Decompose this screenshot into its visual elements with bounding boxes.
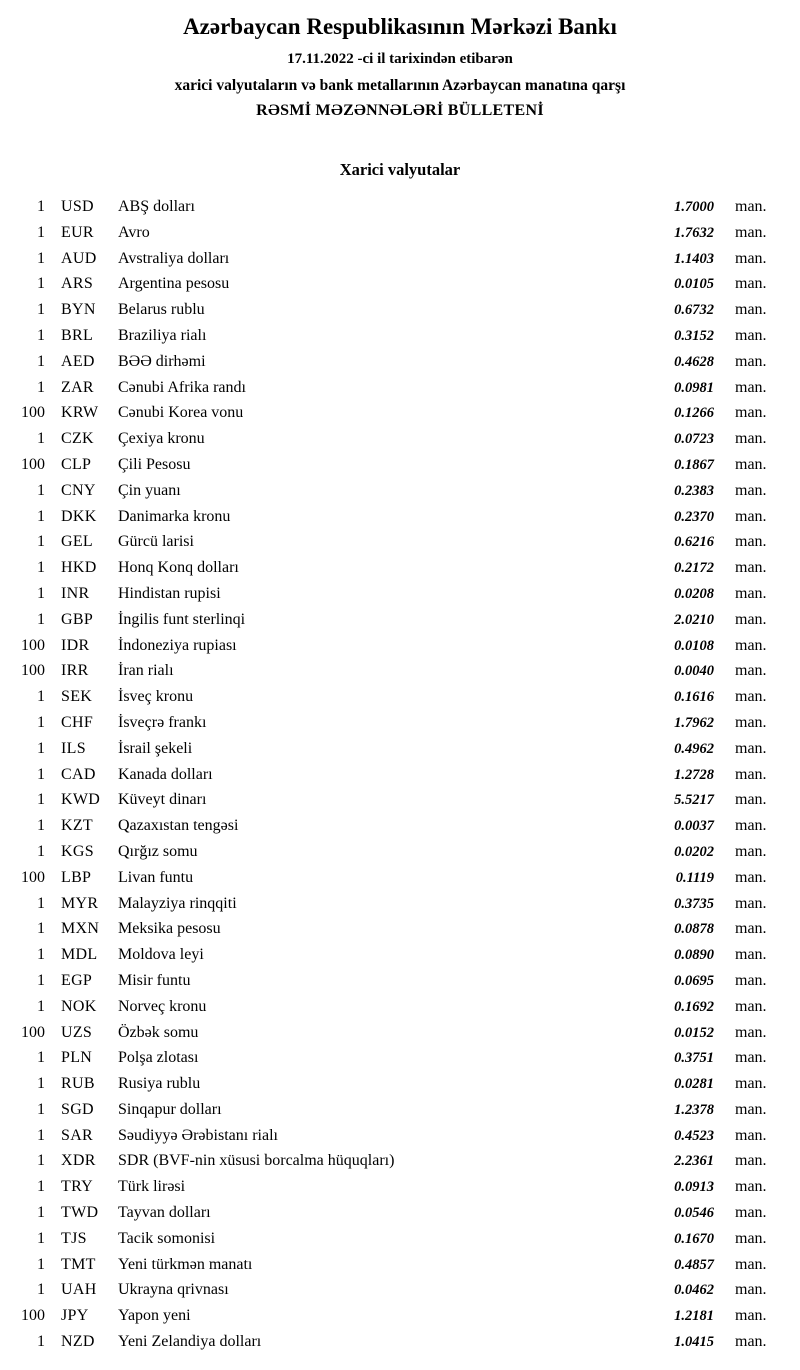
currency-code: KGS [61, 842, 94, 860]
unit-label: man. [735, 1023, 767, 1041]
currency-name: Rusiya rublu [118, 1075, 201, 1093]
rate-value: 0.4523 [674, 1127, 714, 1144]
table-row [0, 452, 777, 478]
table-row [0, 323, 777, 349]
unit-label: man. [735, 1075, 767, 1093]
rate-value: 0.1670 [674, 1230, 714, 1247]
currency-name: İran rialı [118, 662, 174, 680]
currency-name: Cənubi Korea vonu [118, 404, 244, 422]
bulletin-title: RƏSMİ MƏZƏNNƏLƏRİ BÜLLETENİ [256, 102, 544, 119]
currency-code: MYR [61, 894, 99, 912]
currency-code: CNY [61, 481, 96, 499]
currency-name: Qırğız somu [118, 842, 198, 860]
quantity: 100 [21, 404, 45, 422]
bank-name: Azərbaycan Respublikasının Mərkəzi Bankı [183, 14, 617, 39]
rate-value: 1.2728 [674, 766, 714, 783]
table-row [0, 607, 777, 633]
quantity: 1 [37, 739, 45, 757]
unit-label: man. [735, 378, 767, 396]
table-row [0, 246, 777, 272]
currency-name: Yeni türkmən manatı [118, 1255, 253, 1273]
currency-code: AED [61, 352, 95, 370]
currency-code: NZD [61, 1333, 95, 1351]
quantity: 1 [37, 1281, 45, 1299]
quantity: 1 [37, 1075, 45, 1093]
rate-value: 0.1616 [674, 689, 714, 706]
rate-value: 1.1403 [674, 250, 714, 267]
currency-code: TMT [61, 1255, 96, 1273]
table-row [0, 400, 777, 426]
quantity: 100 [21, 455, 45, 473]
currency-name: Argentina pesosu [118, 275, 230, 293]
rate-value: 0.1119 [675, 869, 714, 886]
bulletin-subtitle: xarici valyutaların və bank metallarının Azərbaycan manatına qarşı [174, 77, 626, 94]
table-row [0, 271, 777, 297]
currency-code: AUD [61, 249, 97, 267]
currency-code: EUR [61, 223, 94, 241]
currency-name: Hindistan rupisi [118, 584, 221, 602]
quantity: 100 [21, 1023, 45, 1041]
unit-label: man. [735, 894, 767, 912]
unit-label: man. [735, 249, 767, 267]
rate-value: 5.5217 [674, 792, 714, 809]
currency-name: Cənubi Afrika randı [118, 378, 246, 396]
quantity: 1 [37, 378, 45, 396]
currency-code: CHF [61, 713, 94, 731]
currency-name: Yapon yeni [118, 1307, 191, 1325]
table-row [0, 194, 777, 220]
currency-code: MDL [61, 946, 98, 964]
table-row [0, 1020, 777, 1046]
currency-code: GEL [61, 533, 94, 551]
bulletin-header [0, 14, 800, 120]
rate-value: 0.0037 [674, 818, 714, 835]
quantity: 1 [37, 481, 45, 499]
currency-code: ILS [61, 739, 86, 757]
currency-code: CZK [61, 430, 94, 448]
currency-name: Moldova leyi [118, 946, 204, 964]
currency-name: Ukrayna qrivnası [118, 1281, 229, 1299]
rate-value: 1.7000 [674, 199, 714, 215]
unit-label: man. [735, 1333, 767, 1351]
table-row [0, 916, 777, 942]
unit-label: man. [735, 971, 767, 989]
currency-name: Meksika pesosu [118, 920, 221, 938]
unit-label: man. [735, 1281, 767, 1299]
quantity: 1 [37, 1152, 45, 1170]
quantity: 1 [37, 352, 45, 370]
currency-name: Sinqapur dolları [118, 1100, 222, 1118]
unit-label: man. [735, 920, 767, 938]
unit-label: man. [735, 1126, 767, 1144]
currency-code: TRY [61, 1178, 94, 1196]
currency-code: GBP [61, 610, 94, 628]
unit-label: man. [735, 791, 767, 809]
currency-code: EGP [61, 971, 93, 989]
quantity: 1 [37, 533, 45, 551]
currency-code: SEK [61, 688, 93, 706]
currency-name: Yeni Zelandiya dolları [118, 1333, 262, 1351]
rate-value: 0.0105 [674, 276, 714, 293]
rate-value: 0.0890 [674, 947, 714, 964]
currency-name: Norveç kronu [118, 997, 207, 1015]
quantity: 1 [37, 507, 45, 525]
rate-value: 2.2361 [674, 1153, 714, 1170]
unit-label: man. [735, 352, 767, 370]
currency-code: KZT [61, 817, 94, 835]
rate-value: 0.4628 [674, 353, 714, 370]
rate-value: 0.0546 [674, 1205, 714, 1222]
quantity: 1 [37, 1255, 45, 1273]
unit-label: man. [735, 1178, 767, 1196]
currency-name: ABŞ dolları [118, 198, 195, 215]
quantity: 1 [37, 946, 45, 964]
quantity: 1 [37, 920, 45, 938]
unit-label: man. [735, 765, 767, 783]
rate-value: 0.0913 [674, 1179, 714, 1196]
currency-code: IDR [61, 636, 90, 654]
currency-code: UZS [61, 1023, 93, 1041]
table-row [0, 1123, 777, 1149]
unit-label: man. [735, 223, 767, 241]
currency-code: IRR [61, 662, 89, 680]
rate-value: 0.6732 [674, 302, 714, 319]
quantity: 1 [37, 326, 45, 344]
currency-code: BRL [61, 326, 94, 344]
table-row [0, 529, 777, 555]
currency-name: Livan funtu [118, 868, 194, 886]
rate-value: 2.0210 [674, 611, 714, 628]
rate-value: 0.0108 [674, 637, 714, 654]
unit-label: man. [735, 430, 767, 448]
currency-code: ARS [61, 275, 94, 293]
quantity: 1 [37, 584, 45, 602]
unit-label: man. [735, 1049, 767, 1067]
rate-value: 1.7632 [674, 224, 714, 241]
quantity: 1 [37, 223, 45, 241]
quantity: 1 [37, 1126, 45, 1144]
table-row [0, 1329, 777, 1355]
rate-value: 1.2181 [674, 1308, 714, 1325]
currency-name: Tayvan dolları [118, 1204, 211, 1222]
rate-value: 0.3735 [674, 895, 714, 912]
rate-value: 0.0202 [674, 843, 714, 860]
unit-label: man. [735, 997, 767, 1015]
currency-name: SDR (BVF-nin xüsusi borcalma hüquqları) [118, 1152, 395, 1170]
currency-code: USD [61, 198, 94, 215]
currency-code: KRW [61, 404, 99, 422]
table-row [0, 994, 777, 1020]
table-row [0, 1277, 777, 1303]
table-row [0, 710, 777, 736]
table-row [0, 426, 777, 452]
unit-label: man. [735, 275, 767, 293]
table-row [0, 633, 777, 659]
quantity: 1 [37, 1100, 45, 1118]
currency-code: DKK [61, 507, 97, 525]
rate-value: 0.2383 [674, 482, 714, 499]
quantity: 1 [37, 791, 45, 809]
section-title: Xarici valyutalar [339, 160, 461, 179]
currency-name: Avstraliya dolları [118, 249, 230, 267]
currency-name: Türk lirəsi [118, 1178, 186, 1196]
unit-label: man. [735, 817, 767, 835]
rate-value: 0.1266 [674, 405, 714, 422]
currency-code: SAR [61, 1126, 94, 1144]
table-row [0, 1045, 777, 1071]
table-row [0, 581, 777, 607]
unit-label: man. [735, 842, 767, 860]
table-row [0, 478, 777, 504]
currency-name: Kanada dolları [118, 765, 213, 783]
unit-label: man. [735, 559, 767, 577]
unit-label: man. [735, 1152, 767, 1170]
currency-name: Çin yuanı [118, 481, 181, 499]
table-row [0, 1148, 777, 1174]
unit-label: man. [735, 662, 767, 680]
quantity: 1 [37, 1333, 45, 1351]
table-row [0, 942, 777, 968]
table-row [0, 220, 777, 246]
table-row [0, 297, 777, 323]
currency-name: Belarus rublu [118, 301, 205, 319]
rate-value: 0.3152 [674, 327, 714, 344]
rate-value: 0.0695 [674, 972, 714, 989]
table-row [0, 813, 777, 839]
currency-name: Danimarka kronu [118, 507, 231, 525]
unit-label: man. [735, 868, 767, 886]
currency-code: INR [61, 584, 90, 602]
table-row [0, 1174, 777, 1200]
table-row [0, 1097, 777, 1123]
currency-name: Avro [118, 223, 150, 241]
table-row [0, 736, 777, 762]
table-row [0, 1303, 777, 1329]
rate-value: 0.2370 [674, 508, 714, 525]
currency-code: UAH [61, 1281, 97, 1299]
currency-code: SGD [61, 1100, 94, 1118]
currency-code: BYN [61, 301, 96, 319]
rate-value: 0.0462 [674, 1282, 714, 1299]
currency-name: Honq Konq dolları [118, 559, 239, 577]
quantity: 1 [37, 1229, 45, 1247]
currency-code: JPY [61, 1307, 89, 1325]
rate-value: 1.2378 [674, 1101, 714, 1118]
currency-code: PLN [61, 1049, 93, 1067]
table-row [0, 504, 777, 530]
rate-value: 0.0152 [674, 1024, 714, 1041]
rate-value: 0.4857 [674, 1256, 714, 1273]
quantity: 1 [37, 430, 45, 448]
currency-code: CLP [61, 455, 92, 473]
unit-label: man. [735, 739, 767, 757]
quantity: 1 [37, 817, 45, 835]
currency-name: BƏƏ dirhəmi [118, 352, 206, 370]
unit-label: man. [735, 326, 767, 344]
unit-label: man. [735, 301, 767, 319]
unit-label: man. [735, 404, 767, 422]
quantity: 1 [37, 713, 45, 731]
quantity: 100 [21, 1307, 45, 1325]
rate-value: 0.2172 [674, 560, 714, 577]
quantity: 1 [37, 971, 45, 989]
currency-code: KWD [61, 791, 101, 809]
quantity: 1 [37, 894, 45, 912]
currency-code: LBP [61, 868, 92, 886]
currency-name: Gürcü larisi [118, 533, 194, 551]
quantity: 1 [37, 842, 45, 860]
table-row [0, 839, 777, 865]
currency-name: İsveç kronu [118, 688, 194, 706]
currency-code: RUB [61, 1075, 95, 1093]
unit-label: man. [735, 713, 767, 731]
currency-name: İsveçrə frankı [118, 713, 207, 731]
currency-name: Misir funtu [118, 971, 191, 989]
currency-name: Polşa zlotası [118, 1049, 199, 1067]
quantity: 1 [37, 610, 45, 628]
currency-code: MXN [61, 920, 100, 938]
currency-name: Tacik somonisi [118, 1229, 216, 1247]
rate-value: 0.0981 [674, 379, 714, 396]
currency-name: İngilis funt sterlinqi [118, 610, 246, 628]
quantity: 1 [37, 1049, 45, 1067]
quantity: 1 [37, 559, 45, 577]
table-row [0, 684, 777, 710]
currency-name: İsrail şekeli [118, 739, 193, 757]
unit-label: man. [735, 507, 767, 525]
currency-code: XDR [61, 1152, 96, 1170]
unit-label: man. [735, 688, 767, 706]
unit-label: man. [735, 1100, 767, 1118]
quantity: 1 [37, 1178, 45, 1196]
currency-name: Küveyt dinarı [118, 791, 207, 809]
unit-label: man. [735, 946, 767, 964]
quantity: 1 [37, 997, 45, 1015]
table-row [0, 865, 777, 891]
currency-name: Özbək somu [118, 1023, 199, 1041]
effective-date: 17.11.2022 -ci il tarixindən etibarən [287, 51, 513, 67]
rate-value: 1.7962 [674, 714, 714, 731]
unit-label: man. [735, 481, 767, 499]
quantity: 1 [37, 688, 45, 706]
rate-value: 1.0415 [674, 1334, 714, 1351]
rate-value: 0.1692 [674, 998, 714, 1015]
currency-code: CAD [61, 765, 96, 783]
currency-code: TWD [61, 1204, 99, 1222]
currency-name: İndoneziya rupiası [118, 636, 237, 654]
currency-name: Malayziya rinqqiti [118, 894, 237, 912]
rate-value: 0.4962 [674, 740, 714, 757]
quantity: 100 [21, 868, 45, 886]
rate-value: 0.0208 [674, 585, 714, 602]
unit-label: man. [735, 584, 767, 602]
table-row [0, 349, 777, 375]
table-row [0, 968, 777, 994]
table-row [0, 1252, 777, 1278]
unit-label: man. [735, 1307, 767, 1325]
table-row [0, 891, 777, 917]
table-row [0, 658, 777, 684]
unit-label: man. [735, 1204, 767, 1222]
quantity: 1 [37, 301, 45, 319]
rate-value: 0.0281 [674, 1076, 714, 1093]
quantity: 1 [37, 275, 45, 293]
rate-value: 0.6216 [674, 534, 714, 551]
currency-code: HKD [61, 559, 97, 577]
quantity: 1 [37, 249, 45, 267]
currency-code: ZAR [61, 378, 94, 396]
table-row [0, 555, 777, 581]
unit-label: man. [735, 198, 767, 215]
unit-label: man. [735, 455, 767, 473]
quantity: 1 [37, 198, 45, 215]
currency-name: Çexiya kronu [118, 430, 205, 448]
unit-label: man. [735, 610, 767, 628]
quantity: 1 [37, 765, 45, 783]
currency-name: Qazaxıstan tengəsi [118, 817, 239, 835]
quantity: 1 [37, 1204, 45, 1222]
quantity: 100 [21, 636, 45, 654]
rate-value: 0.1867 [674, 456, 714, 473]
currency-code: NOK [61, 997, 97, 1015]
unit-label: man. [735, 636, 767, 654]
table-row [0, 1226, 777, 1252]
rate-value: 0.0040 [674, 663, 714, 680]
table-row [0, 787, 777, 813]
unit-label: man. [735, 533, 767, 551]
unit-label: man. [735, 1229, 767, 1247]
table-row [0, 1200, 777, 1226]
table-row [0, 762, 777, 788]
currency-name: Çili Pesosu [118, 455, 191, 473]
currency-name: Səudiyyə Ərəbistanı rialı [118, 1126, 278, 1144]
quantity: 100 [21, 662, 45, 680]
unit-label: man. [735, 1255, 767, 1273]
table-row [0, 375, 777, 401]
rate-value: 0.3751 [674, 1050, 714, 1067]
currency-name: Braziliya rialı [118, 326, 207, 344]
rate-value: 0.0723 [674, 431, 714, 448]
currency-code: TJS [61, 1229, 87, 1247]
rate-value: 0.0878 [674, 921, 714, 938]
currency-table [0, 190, 800, 1355]
table-row [0, 1071, 777, 1097]
